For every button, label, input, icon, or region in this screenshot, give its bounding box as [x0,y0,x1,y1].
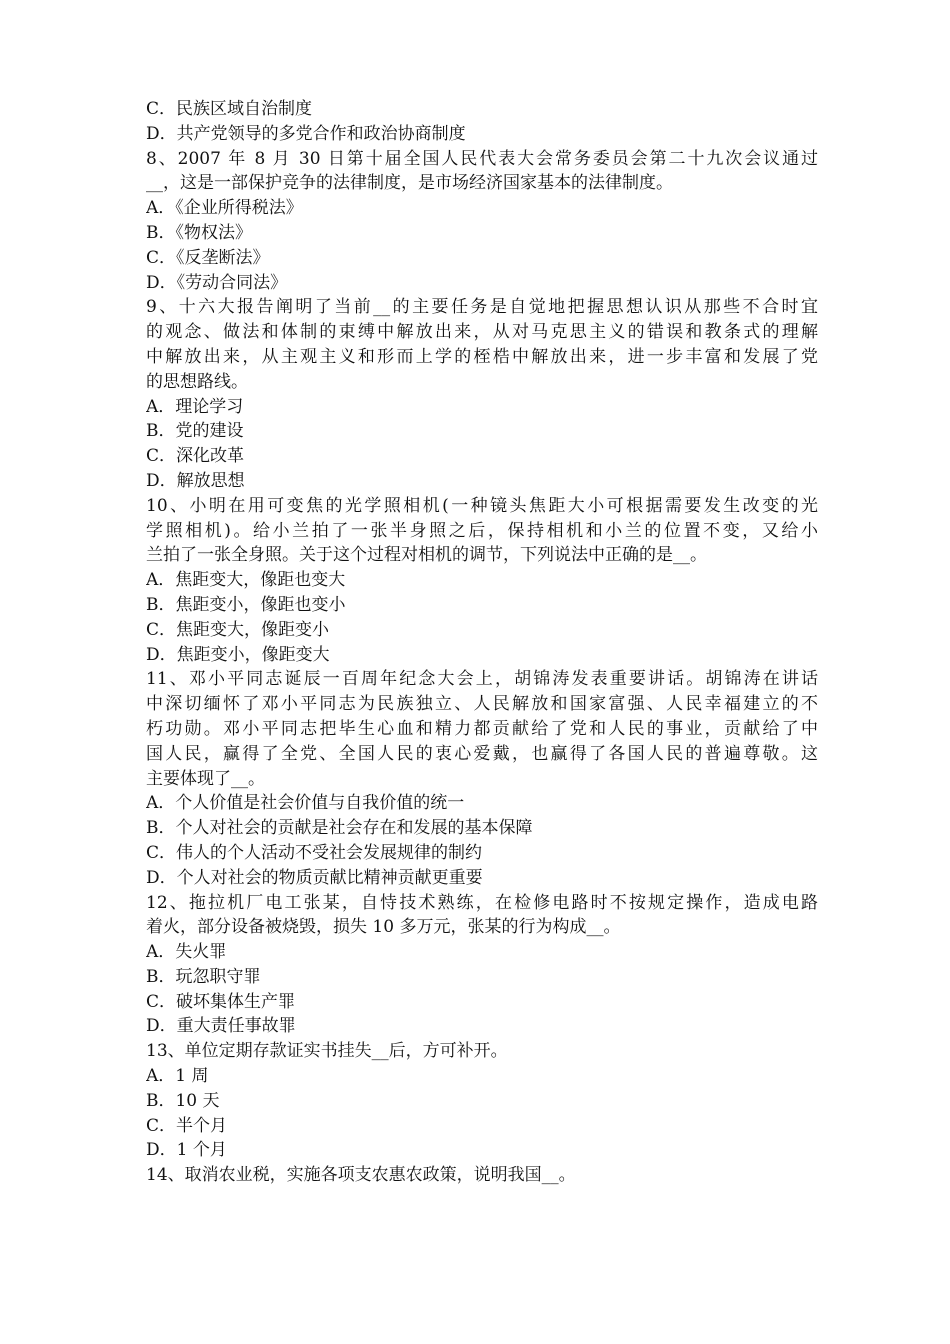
text-line: D．《劳动合同法》 [146,272,288,293]
text-line: 中深切缅怀了邓小平同志为民族独立、人民解放和国家富强、人民幸福建立的不 [146,694,818,715]
text-line: D．焦距变小，像距变大 [146,644,330,665]
text-line: B．玩忽职守罪 [146,966,261,987]
text-line: B．党的建设 [146,421,244,442]
document-page [146,97,818,1188]
text-line: 8、2007 年 8 月 30 日第十届全国人民代表大会常务委员会第二十九次会议通过 [146,148,818,169]
text-line: D．共产党领导的多党合作和政治协商制度 [146,123,466,144]
text-line: 中解放出来，从主观主义和形而上学的桎梏中解放出来，进一步丰富和发展了党 [146,346,818,367]
text-line: 10、小明在用可变焦的光学照相机(一种镜头焦距大小可根据需要发生改变的光 [146,495,818,516]
text-line: C．焦距变大，像距变小 [146,619,330,640]
text-line: C．伟人的个人活动不受社会发展规律的制约 [146,842,483,863]
text-line: A．1 周 [146,1066,209,1087]
text-line: B．《物权法》 [146,222,252,243]
text-line: 兰拍了一张全身照。关于这个过程对相机的调节，下列说法中正确的是__。 [146,545,707,566]
text-line: A．理论学习 [146,396,244,417]
text-line: 9、十六大报告阐明了当前__的主要任务是自觉地把握思想认识从那些不合时宜 [146,297,818,318]
text-line: D．重大责任事故罪 [146,1016,296,1037]
text-line: 朽功勋。邓小平同志把毕生心血和精力都贡献给了党和人民的事业，贡献给了中 [146,718,818,739]
text-line: B．焦距变小，像距也变小 [146,594,346,615]
text-line: B．10 天 [146,1090,220,1111]
text-line: D．个人对社会的物质贡献比精神贡献更重要 [146,867,483,888]
text-line: 13、单位定期存款证实书挂失__后，方可补开。 [146,1041,508,1062]
text-line: A．失火罪 [146,942,227,963]
text-line: D．解放思想 [146,470,245,491]
text-line: 的思想路线。 [146,371,248,392]
text-line: 着火，部分设备被烧毁，损失 10 多万元，张某的行为构成__。 [146,917,621,938]
text-line: A．个人价值是社会价值与自我价值的统一 [146,793,465,814]
text-line: 主要体现了__。 [146,768,265,789]
text-line: 11、邓小平同志诞辰一百周年纪念大会上，胡锦涛发表重要讲话。胡锦涛在讲话 [146,669,818,690]
text-line: B．个人对社会的贡献是社会存在和发展的基本保障 [146,818,533,839]
text-line: 14、取消农业税，实施各项支农惠农政策，说明我国__。 [146,1165,576,1186]
text-line: D．1 个月 [146,1140,227,1161]
text-line: C．深化改革 [146,446,245,467]
text-line: 国人民，赢得了全党、全国人民的衷心爱戴，也赢得了各国人民的普遍尊敬。这 [146,743,818,764]
text-line: C．半个月 [146,1115,228,1136]
text-line: C．破坏集体生产罪 [146,991,296,1012]
text-line: 的观念、做法和体制的束缚中解放出来，从对马克思主义的错误和教条式的理解 [146,322,818,343]
text-line: A．焦距变大，像距也变大 [146,570,346,591]
text-line: C．民族区域自治制度 [146,99,313,119]
text-line: 学照相机)。给小兰拍了一张半身照之后，保持相机和小兰的位置不变，又给小 [146,520,818,541]
text-line: A．《企业所得税法》 [146,198,303,219]
text-line: C．《反垄断法》 [146,247,270,268]
text-line: 12、拖拉机厂电工张某，自恃技术熟练，在检修电路时不按规定操作，造成电路 [146,892,818,913]
text-line: __，这是一部保护竞争的法律制度，是市场经济国家基本的法律制度。 [146,173,673,194]
